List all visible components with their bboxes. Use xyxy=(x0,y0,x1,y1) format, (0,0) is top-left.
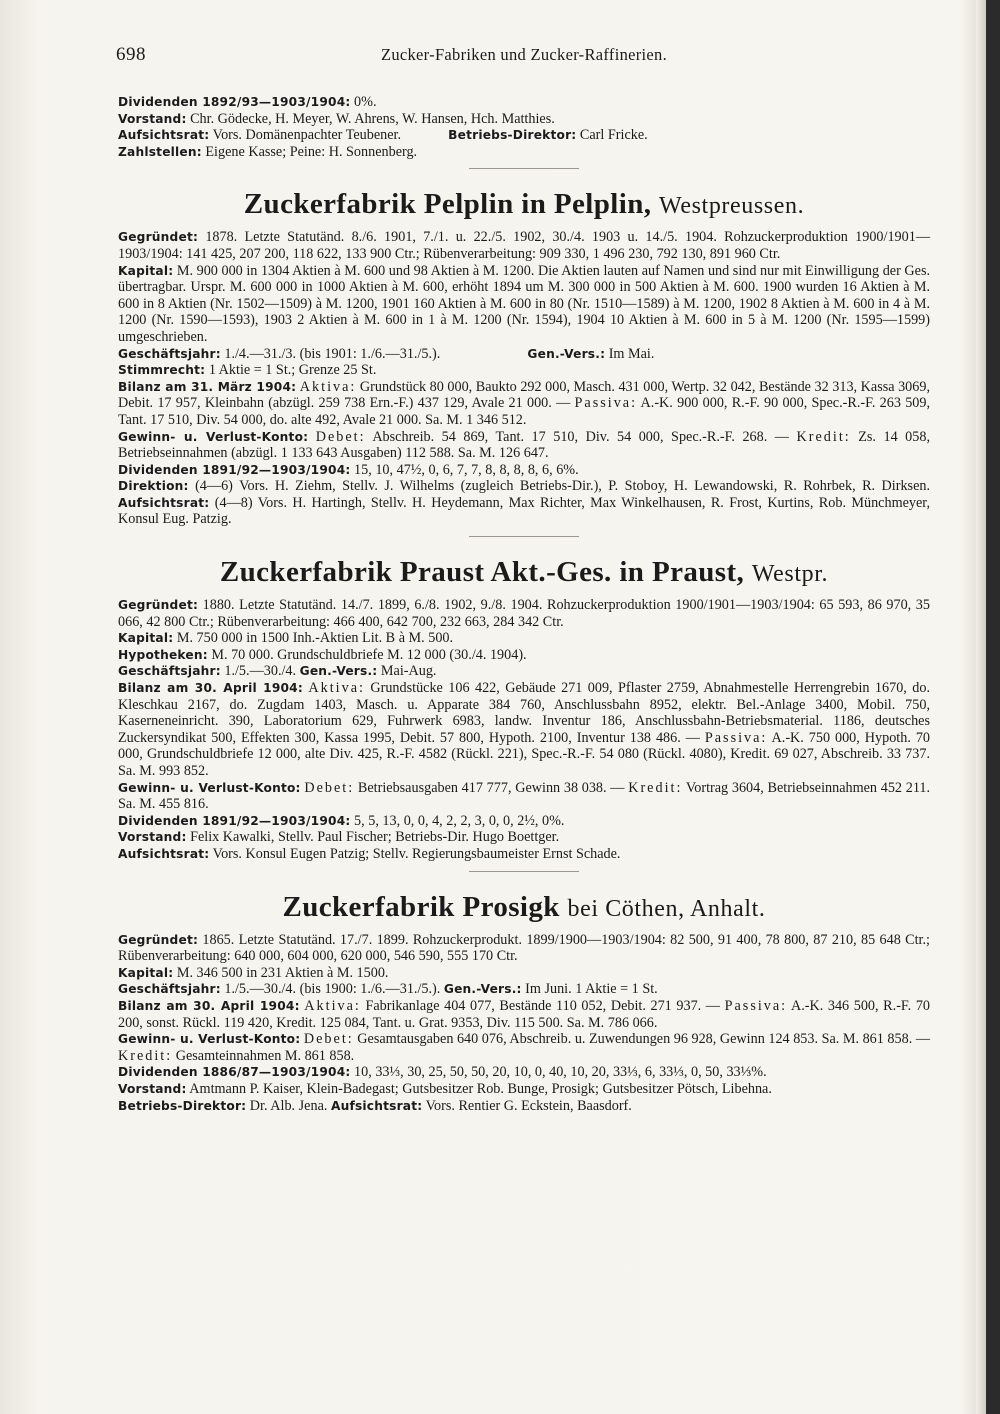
vorstand-line: Vorstand: Chr. Gödecke, H. Meyer, W. Ahrens, W. Hansen, Hch. Matthies. xyxy=(118,110,555,127)
aufsichtsrat-line: Aufsichtsrat: Vors. Domänenpachter Teubener. Betriebs-Direktor: Carl Fricke. xyxy=(118,127,648,144)
entry-title: Zuckerfabrik Praust Akt.-Ges. in Praust, Westpr. xyxy=(219,556,829,589)
kapital-line: Kapital: M. 900 000 in 1304 Aktien à M. 600 und 98 Aktien à M. 1200. Die Aktien lauten auf Namen und sind nur mit Einwilligung der Ges. übertragbar. Urspr. M. 600 000 in 1000 Aktien à M. 600, erhöht 1894 um M. 300 000 in 500 Aktien à M. 600. 1900 wurden 16 Aktien à M. 600 in 8 Aktien (Nr. 1502—1509) à M. 1200, 1901 160 Aktien à M. 600 in 80 (Nr. 1510—1589) à M. 1200, 1902 8 Aktien à M. 600 in 4 à M. 1200 (Nr. 1590—1593), 1903 2 Aktien à M. 600 in 1 à M. 1200 (Nr. 1594), 1904 10 Aktien à M. 600 in 5 à M. 1200 (Nr. 1595—1599) umgeschrieben. xyxy=(118,262,931,345)
page-number: 698 xyxy=(116,44,146,65)
gegruendet-line: Gegründet: 1878. Letzte Statutänd. 8./6. 1901, 7./1. u. 22./5. 1902, 30./4. 1903 u. 14./5. 1904. Rohzuckerproduktion 1900/1901—1903/1904: 141 425, 207 200, 118 622, 133 900 Ctr.; Rübenverarbeitung: 909 330, 1 496 230, 792 130, 891 960 Ctr. xyxy=(118,229,931,262)
stimmrecht-line: Stimmrecht: 1 Aktie = 1 St.; Grenze 25 St. xyxy=(118,362,377,379)
dividenden-line: Dividenden 1891/92—1903/1904: 15, 10, 47½, 0, 6, 7, 7, 8, 8, 8, 8, 6, 6%. xyxy=(118,461,579,478)
hypotheken-line: Hypotheken: M. 70 000. Grundschuldbriefe M. 12 000 (30./4. 1904). xyxy=(118,646,527,663)
vorstand-line: Vorstand: Amtmann P. Kaiser, Klein-Badegast; Gutsbesitzer Rob. Bunge, Prosigk; Gutsbesitzer Pötsch, Libehna. xyxy=(118,1080,772,1097)
gewinn-verlust-line: Gewinn- u. Verlust-Konto: Debet: Gesamtausgaben 640 076, Abschreib. u. Zuwendungen 96 928, Gewinn 124 853. Sa. M. 861 858. — Kredit: Gesamteinnahmen M. 861 858. xyxy=(118,1031,931,1064)
betriebsdirektor-line: Betriebs-Direktor: Dr. Alb. Jena. Aufsichtsrat: Vors. Rentier G. Eckstein, Baasdorf. xyxy=(118,1097,632,1114)
dividenden-line: Dividenden 1892/93—1903/1904: 0%. xyxy=(118,94,377,110)
scan-border xyxy=(986,0,1000,1414)
entry-pelplin xyxy=(118,187,930,528)
gegruendet-line: Gegründet: 1865. Letzte Statutänd. 17./7. 1899. Rohzuckerprodukt. 1899/1900—1903/1904: 82 500, 91 400, 78 800, 87 210, 85 648 Ctr.; Rübenverarbeitung: 640 000, 604 000, 620 000, 546 590, 555 170 Ctr. xyxy=(118,931,930,965)
section-divider xyxy=(469,536,579,537)
zahlstellen-line: Zahlstellen: Eigene Kasse; Peine: H. Sonnenberg. xyxy=(118,143,418,160)
entry-title: Zuckerfabrik Pelplin in Pelplin, Westpreussen. xyxy=(243,188,805,221)
geschaeftsjahr-line: Geschäftsjahr: 1./5.—30./4. (bis 1900: 1./6.—31./5.). Gen.-Vers.: Im Juni. 1 Aktie = 1 St. xyxy=(118,981,658,998)
direktion-line: Direktion: (4—6) Vors. H. Ziehm, Stellv. J. Wilhelms (zugleich Betriebs-Dir.), P. Stoboy, H. Lewandowski, R. Rohrbek, R. Dirksen. Aufsichtsrat: (4—8) Vors. H. Hartingh, Stellv. H. Heydemann, Max Richter, Max Winkelhausen, R. Frost, Kurtins, Rob. Münchmeyer, Konsul Eug. Patzig. xyxy=(118,478,931,528)
kapital-line: Kapital: M. 346 500 in 231 Aktien à M. 1500. xyxy=(118,964,389,981)
page-header xyxy=(116,40,932,66)
entry-title: Zuckerfabrik Prosigk bei Cöthen, Anhalt. xyxy=(282,890,766,923)
dividenden-line: Dividenden 1891/92—1903/1904: 5, 5, 13, 0, 0, 4, 2, 2, 3, 0, 0, 2½, 0%. xyxy=(118,812,565,829)
geschaeftsjahr-line: Geschäftsjahr: 1./5.—30./4. Gen.-Vers.: Mai-Aug. xyxy=(118,663,437,680)
aufsichtsrat-line: Aufsichtsrat: Vors. Konsul Eugen Patzig; Stellv. Regierungsbaumeister Ernst Schade. xyxy=(118,845,621,862)
entry-praust xyxy=(118,555,930,863)
gewinn-verlust-line: Gewinn- u. Verlust-Konto: Debet: Abschreib. 54 869, Tant. 17 510, Div. 54 000, Spec.-R.-F. 268. — Kredit: Zs. 14 058, Betriebseinnahmen (abzügl. 1 133 643 Ausgaben) 112 588. Sa. M. 126 647. xyxy=(118,428,930,462)
vorstand-line: Vorstand: Felix Kawalki, Stellv. Paul Fischer; Betriebs-Dir. Hugo Boettger. xyxy=(118,829,560,846)
section-divider xyxy=(469,168,579,169)
bilanz-line: Bilanz am 30. April 1904: Aktiva: Grundstücke 106 422, Gebäude 271 009, Pflaster 2759, Abnahmestelle Herrengrebin 1670, do. Kleschkau 2167, do. Zugdam 1403, Masch. u. Apparate 384 760, Anschlussbahn 8952, elektr. Bel.-Anlage 3400, Mobil. 750, Kaserneneinricht. 390, Laboratorium 629, Fuhrwerk 6983, landw. Inventur 186, Anschlussbahn-Betriebsmaterial. 1186, deutsches Zuckersyndikat 500, Effekten 300, Kassa 1995, Debit. 57 800, Hypoth. 2100, Inventur 138 486. — Passiva: A.-K. 750 000, Hypoth. 70 000, Grundschuldbriefe 12 000, alte Div. 425, R.-F. 4582 (Rückl. 221), Spec.-R.-F. 54 080 (Rückl. 4080), Kredit. 69 027, Abschreib. 33 737. Sa. M. 993 852. xyxy=(118,680,931,779)
section-divider xyxy=(469,871,579,872)
page-edge-shadow xyxy=(976,0,986,1414)
geschaeftsjahr-line: Geschäftsjahr: 1./4.—31./3. (bis 1901: 1./6.—31./5.). Gen.-Vers.: Im Mai. xyxy=(118,345,655,362)
page-body xyxy=(118,94,930,1114)
dividenden-line: Dividenden 1886/87—1903/1904: 10, 33⅓, 30, 25, 50, 50, 20, 10, 0, 40, 10, 20, 33⅓, 6, 33⅓, 0, 50, 33⅓%. xyxy=(118,1064,767,1081)
gegruendet-line: Gegründet: 1880. Letzte Statutänd. 14./7. 1899, 6./8. 1902, 9./8. 1904. Rohzuckerproduktion 1900/1901—1903/1904: 65 593, 86 970, 35 066, 42 800 Ctr.; Rübenverarbeitung: 466 400, 642 700, 232 663, 284 342 Ctr. xyxy=(118,597,930,630)
bilanz-line: Bilanz am 31. März 1904: Aktiva: Grundstück 80 000, Baukto 292 000, Masch. 431 000, Wertp. 32 042, Bestände 32 313, Kassa 3069, Debit. 17 957, Kleinbahn (abzügl. 259 738 Ern.-F.) 437 129, Avale 21 000. — Passiva: A.-K. 900 000, R.-F. 90 000, Spec.-R.-F. 263 509, Tant. 17 510, Div. 54 000, do. alte 492, Avale 21 000. Sa. M. 1 346 512. xyxy=(118,378,931,428)
gewinn-verlust-line: Gewinn- u. Verlust-Konto: Debet: Betriebsausgaben 417 777, Gewinn 38 038. — Kredit: Vortrag 3604, Betriebseinnahmen 452 211. Sa. M. 455 816. xyxy=(118,779,931,813)
entry-previous-continuation xyxy=(118,94,930,160)
kapital-line: Kapital: M. 750 000 in 1500 Inh.-Aktien Lit. B à M. 500. xyxy=(118,630,454,647)
bilanz-line: Bilanz am 30. April 1904: Aktiva: Fabrikanlage 404 077, Bestände 110 052, Debit. 271 937. — Passiva: A.-K. 346 500, R.-F. 70 200, sonst. Rückl. 119 420, Kredit. 125 084, Tant. u. Grat. 9353, Div. 115 500. Sa. M. 786 066. xyxy=(118,997,931,1031)
entry-prosigk xyxy=(118,890,930,1115)
running-title: Zucker-Fabriken und Zucker-Raffinerien. xyxy=(380,45,668,64)
